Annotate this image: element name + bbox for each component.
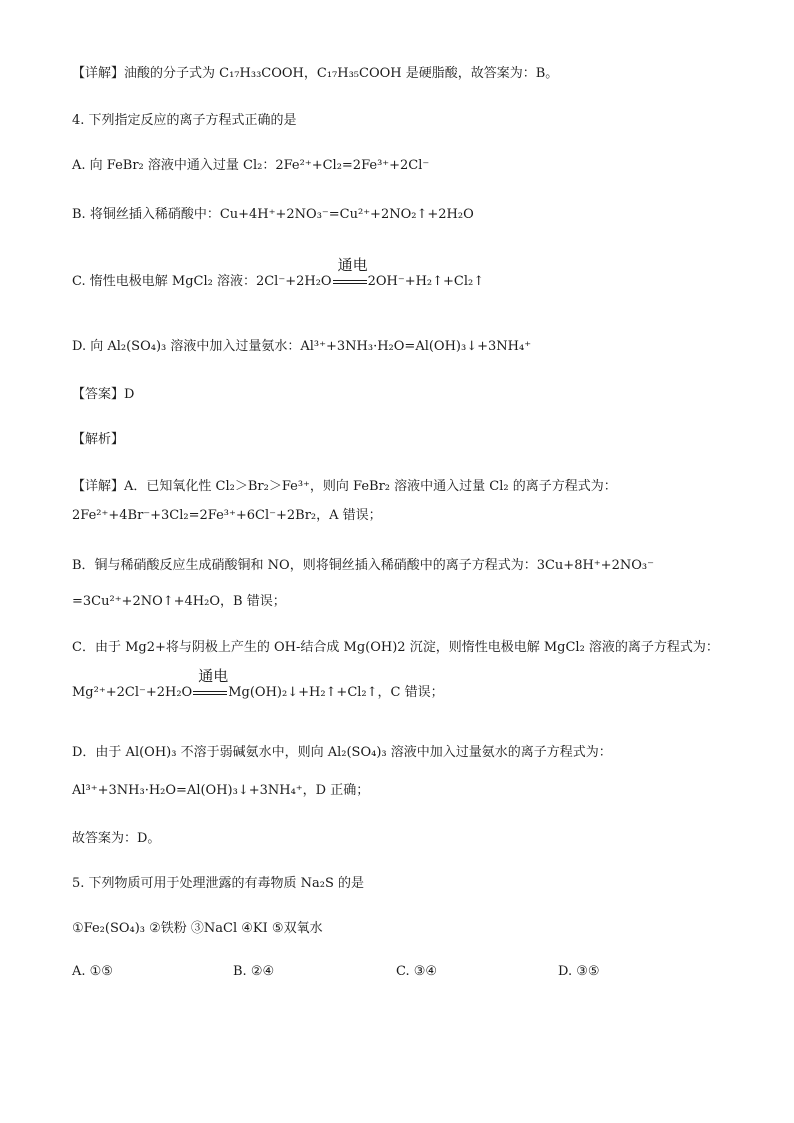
electrolysis-arrow-2 [193,666,229,698]
explain-c-line-1: C．由于 Mg2+将与阴极上产生的 OH-结合成 Mg(OH)2 沉淀，则惰性电极电解 MgCl₂ 溶液的离子方程式为： [72,640,719,655]
explain-b-line-1: B．铜与稀硝酸反应生成硝酸铜和 NO，则将铜丝插入稀硝酸中的离子方程式为：3Cu+8H⁺+2NO₃⁻ [72,558,654,573]
option-c-right: 2OH⁻+H₂↑+Cl₂↑ [367,274,485,289]
question-4-option-c [72,255,485,292]
detail-line-1 [72,64,558,84]
answer-tag: 【答案】 [72,387,125,402]
arrow-label: 通电 [337,255,368,274]
detail-text: 油酸的分子式为 C₁₇H₃₃COOH，C₁₇H₃₅COOH 是硬脂酸，故答案为：B。 [124,66,559,81]
explain-d-line-2: Al³⁺+3NH₃·H₂O=Al(OH)₃↓+3NH₄⁺，D 正确； [72,783,370,798]
question-5-option-b: B. ②④ [233,964,275,979]
question-5-option-c: C. ③④ [396,964,438,979]
explain-d-line-1: D．由于 Al(OH)₃ 不溶于弱碱氨水中，则向 Al₂(SO₄)₃ 溶液中加入过量氨水的离子方程式为： [72,745,612,760]
question-4-option-a: A. 向 FeBr₂ 溶液中通入过量 Cl₂：2Fe²⁺+Cl₂=2Fe³⁺+2Cl⁻ [72,158,430,173]
option-c-left: C. 惰性电极电解 MgCl₂ 溶液：2Cl⁻+2H₂O [72,274,332,289]
arrow-label-2: 通电 [198,666,229,685]
question-5-stem: 5. 下列物质可用于处理泄露的有毒物质 Na₂S 的是 [72,876,365,891]
explain-a-line-1 [72,477,617,497]
explain-c-line-2 [72,666,444,703]
question-4-option-d: D. 向 Al₂(SO₄)₃ 溶液中加入过量氨水：Al³⁺+3NH₃·H₂O=Al(OH)₃↓+3NH₄⁺ [72,339,532,354]
answer-value: D [124,387,135,402]
question-5-option-a: A. ①⑤ [72,964,113,979]
analysis-tag: 【解析】 [72,432,125,447]
explain-a-text-1: A．已知氧化性 Cl₂＞Br₂＞Fe³⁺，则向 FeBr₂ 溶液中通入过量 Cl₂ 的离子方程式为： [124,479,617,494]
question-4-option-b: B. 将铜丝插入稀硝酸中：Cu+4H⁺+2NO₃⁻=Cu²⁺+2NO₂↑+2H₂O [72,207,474,222]
explain-b-line-2: =3Cu²⁺+2NO↑+4H₂O，B 错误； [72,594,286,609]
detail-tag: 【详解】 [72,66,125,81]
answer-line [72,385,134,405]
question-5-option-d: D. ③⑤ [558,964,600,979]
question-5-items: ①Fe₂(SO₄)₃ ②铁粉 ③NaCl ④KI ⑤双氧水 [72,921,323,936]
conclusion: 故答案为：D。 [72,831,161,846]
electrolysis-arrow [333,255,368,287]
explain-c-left: Mg²⁺+2Cl⁻+2H₂O [72,685,193,700]
explain-c-right: Mg(OH)₂↓+H₂↑+Cl₂↑，C 错误； [228,685,444,700]
explain-a-line-2: 2Fe²⁺+4Br⁻+3Cl₂=2Fe³⁺+6Cl⁻+2Br₂，A 错误； [72,508,382,523]
detail-tag-2: 【详解】 [72,479,125,494]
question-4-stem: 4. 下列指定反应的离子方程式正确的是 [72,113,297,128]
